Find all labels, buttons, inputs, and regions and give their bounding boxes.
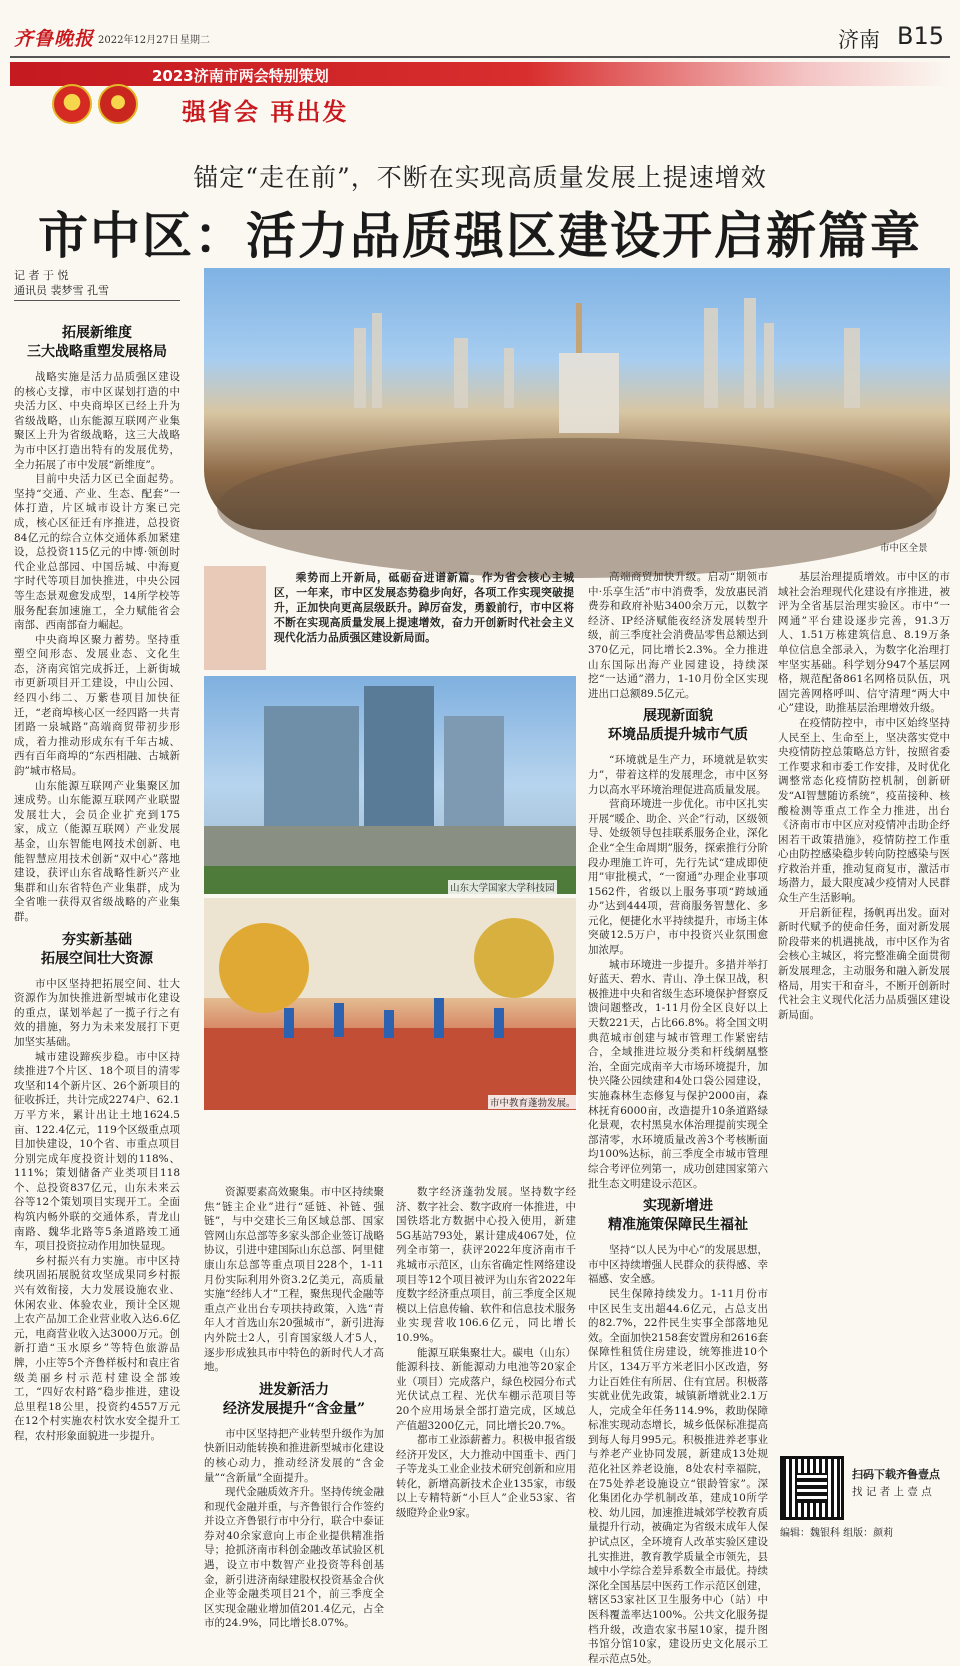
- paragraph: 高端商贸加快升级。启动“期领市中·乐享生活”市中消费季，发放惠民消费券和政府补贴3400余万元，以数字经济、IP经济赋能夜经济发展转型升级，前三季度社会消费品零售总额达到370亿元，同比增长2.3%。全力推进山东国际出海产业园建设，持续深挖“一达通”潜力，1-10月份全区实现进出口总额89.5亿元。: [588, 571, 768, 700]
- section-heading-welfare: 实现新增进 精准施策保障民生福祉: [608, 1198, 748, 1234]
- byline-correspondents: 通讯员 裴梦雪 孔雪: [14, 284, 109, 297]
- masthead: [10, 20, 950, 58]
- paragraph: 坚持“以人民为中心”的发展思想，市中区持续增强人民群众的获得感、幸福感、安全感。: [588, 1244, 768, 1286]
- column-4: [588, 570, 768, 1665]
- paragraph: 市中区坚持把拓展空间、壮大资源作为加快推进新型城市化建设的重点，谋划举起了一揽子行之有效的措施，努力为未来发展打下更加坚实基础。: [14, 977, 180, 1048]
- national-emblem-icon: ★: [52, 84, 92, 124]
- tech-park-photo: [204, 676, 576, 894]
- paragraph: 城市建设蹄疾步稳。市中区持续推进7个片区、18个项目的清零攻坚和14个新片区、26个新项目的征收拆迁，共计完成2274户、62.1万平方米，累计出让土地1624.5亩、122.4亿元，119个区级重点项目加快建设，10个省、市重点项目分别完成年度投资计划的118%、111%；策划储备产业类项目118个、总投资837亿元，山东未来云谷等12个策划项目实现开工。全面构筑内畅外联的交通体系，青龙山南路、魏华北路等5条道路竣工通车，项目投资拉动作用加快显现。: [14, 1050, 180, 1253]
- paragraph: 能源互联集聚壮大。碳电（山东）能源科技、新能源动力电池等20家企业（项目）完成落户，绿色校园分布式光伏试点工程、光伏车棚示范项目等20个应用场景全部打造完成，区域总产值超3200亿元，同比增长20.7%。: [396, 1346, 576, 1432]
- paragraph: 民生保障持续发力。1-11月份市中区民生支出超44.6亿元，占总支出的82.7%，22件民生实事全部落地见效。全面加快2158套安置房和2616套保障性租赁住房建设，统筹推进10个片区，134万平方米老旧小区改造，努力让百姓住有所居、住有宜居。积极落实就业优先政策，城镇新增就业2.1万人，完成全年任务114.9%，救助保障标准实现动态增长，城乡低保标准提高到每人每月995元。积极推进养老事业与养老产业协同发展，新建成13处规范化社区养老设施，8处农村幸福院，在75处养老设施设立“银龄管家”。深化集团化办学机制改革，建成10所学校、幼儿园，加速推进城郊学校教育质量提升行动，被确定为省级末成年人保护试点区，全环境育人改革实验区建设扎实推进，教育教学质量全市领先，县域中小学综合差异系数全市最优。持续深化全国基层中医药工作示范区创建，辖区53家社区卫生服务中心（站）中医科覆盖率达100%。公共文化服务提档升级，改造农家书屋10家，提升图书馆分馆10家，建设历史文化展示工程示范点5处。: [588, 1287, 768, 1665]
- byline-divider: [14, 300, 180, 301]
- paragraph: 战略实施是活力品质强区建设的核心支撑，市中区谋划打造的中央活力区、中央商埠区已经上升为省级战略，山东能源互联网产业集聚区上升为省级战略，这三大战略为市中区打造出特有的发展优势，全力拓展了市中发展“新维度”。: [14, 371, 180, 471]
- paragraph: 营商环境进一步优化。市中区扎实开展“暖企、助企、兴企”行动，区级领导、处级领导包挂联系服务企业，深化企业“全生命周期”服务，探索推行分阶段办理施工许可，先行先试“建成即使用”审批模式，“一窗通”办理企业事项1562件，省级以上服务事项“跨域通办”达到444项，营商服务智慧化、多元化，便捷化水平持续提升，市场主体突破12.5万户，市中投资兴业氛围愈加浓厚。: [588, 798, 768, 957]
- newspaper-logo: 齐鲁晚报: [14, 28, 95, 50]
- qr-text-download: 扫码下载齐鲁壹点: [852, 1468, 940, 1481]
- paragraph: 城市环境进一步提升。多措并举打好蓝天、碧水、青山、净土保卫战，积极推进中央和省级生态环境保护督察反馈问题整改，1-11月份全区良好以上天数221天，占比66.8%。将全国文明典范城市创建与城市管理工作紧密结合，全域推进垃圾分类和杆线網凰整治，全面完成南辛大市场环境提升，加快兴隆公园续建和4处口袋公园建设，实施森林生态修复与保护2000亩，森林抚育6000亩，改造提升10条道路绿化景观，农村黑臭水体治理提前实现全部清零，水环境质量改善3个考核断面均100%达标，前三季度全市城市管理综合考评位列第一，成功创建国家第六批生态文明建设示范区。: [588, 958, 768, 1190]
- section-heading-expand: 拓展新维度 三大战略重塑发展格局: [27, 325, 167, 360]
- special-title: 2023济南市两会特别策划: [152, 67, 329, 85]
- paragraph: 资源要素高效聚集。市中区持续聚焦“链主企业”进行“延链、补链、强链”，与中交建长三角区域总部、国家管网山东总部等多家头部企业签订战略协议，引进中建国际山东总部、阿里健康山东总部等重点项目228个，1-11月份实际利用外资3.2亿美元，高质量实施“经纬人才”工程，聚焦现代金融等重点产业出台专项扶持政策，入选“青年人才首选山东20强城市”，新引进海内外院士2人，引育国家级人才5人，逐步形成独具市中特色的新时代人才高地。: [204, 1186, 384, 1374]
- paragraph: 都市工业添薪蓄力。积极申报省级经济开发区，大力推动中国重卡、西门子等龙头工业企业技术研究创新和应用转化，新增高新技术企业135家，市级以上专精特新“小巨人”企业53家、省级瞪羚企业9家。: [396, 1434, 576, 1520]
- panorama-photo: [204, 268, 950, 530]
- paragraph: 数字经济蓬勃发展。坚持数字经济、数字社会、数字政府一体推进，中国铁塔北方数据中心投入使用，新建5G基站793处，累计建成4067处，位列全市第一，获评2022年度济南市千兆城市示范区，山东省确定性网络建设项目等12个项目被评为山东省2022年度数字经济重点项目，前三季度全区规模以上信息传输、软件和信息技术服务业实现营收106.6亿元，同比增长10.9%。: [396, 1186, 576, 1344]
- caption-education: 市中教育蓬勃发展。: [488, 1095, 578, 1109]
- column-5: [778, 570, 950, 1455]
- education-photo: [204, 898, 576, 1110]
- byline-reporter: 记 者 于 悦: [14, 269, 69, 282]
- education-scene: [204, 898, 576, 1110]
- qr-text-reporter: 找 记 者 上 壹 点: [852, 1486, 932, 1498]
- column-1: [14, 318, 180, 1540]
- paragraph: 乡村振兴有力实施。市中区持续巩固拓展脱贫攻坚成果同乡村振兴有效衔接，大力发展设施农业、休闲农业、体验农业，预计全区规上农产品加工企业营业收入达6.6亿元，电商营业收入达3000万元。创新打造“玉水原乡”等特色旅游品牌，小庄等5个齐鲁样板村和袁庄省级美丽乡村示范村建设全部竣工，“四好农村路”稳步推进，建设总里程18公里，投资约4557万元在12个村实施农村饮水安全提升工程，农村形象面貌进一步提升。: [14, 1254, 180, 1442]
- editor-credit: 编辑：魏银科 组版：颜莉: [780, 1528, 894, 1539]
- lead-decoration: [204, 566, 266, 670]
- caption-tech-park: 山东大学国家大学科技园: [448, 880, 557, 894]
- tech-park-buildings: [204, 676, 576, 894]
- paragraph: 现代金融质效齐升。坚持传统金融和现代金融并重，与齐鲁银行合作签约并设立齐鲁银行市中分行，联合中泰证券对40余家意向上市企业提供精准指导；抢抓济南市科创金融改革试验区机遇，设立市中数智产业投资等科创基金，新引进济南绿建股权投资基金合伙企业等金融类项目21个，前三季度全区实现金融业增加值201.4亿元，占全市的24.9%，同比增长8.07%。: [204, 1486, 384, 1630]
- qr-code-icon[interactable]: [780, 1456, 844, 1520]
- article-subhead: 锚定“走在前”，不断在实现高质量发展上提速增效: [193, 163, 767, 192]
- paragraph: 中央商埠区聚力蓄势。坚持重塑空间形态、发展业态、文化生态，济南宾馆完成拆迁，上新街城市更新项目开工建设，中山公园、经四小纬二、万紫巷项目加快征迁，“老商埠核心区一经四路一共青团路一泉城路”高端商贸带初步形成，着力推动形成东有千年古城、西有百年商埠的“东西相融、古城新韵”城市格局。: [14, 633, 180, 778]
- paragraph: 山东能源互联网产业集聚区加速成势。山东能源互联网产业联盟发展壮大，会员企业扩充到175家，成立（能源互联网）产业发展基金，山东智能电网技术创新、电能智慧应用技术创新“双中心”落地建设，获评山东省战略性新兴产业集群和山东省特色产业集群，成为全省唯一获得双省级战略的产业集群。: [14, 779, 180, 923]
- paragraph: 市中区坚持把产业转型升级作为加快新旧动能转换和推进新型城市化建设的核心动力，推动经济发展的“含金量”“含新量”全面提升。: [204, 1427, 384, 1484]
- special-banner: [10, 62, 950, 86]
- paragraph: 目前中央活力区已全面起势。坚持“交通、产业、生态、配套”一体打造，片区城市设计方案已完成，核心区征迁有序推进，总投资84亿元的综合立体交通体系加紧建设，总投资115亿元的中博·领创时代企业总部园、中国岳城、中海夏宇时代等项目加快推进，中央公园等生态景观愈发成型，14所学校等服务配套加速施工，全力赋能省会南部、西南部奋力崛起。: [14, 473, 180, 632]
- section-city: 济南: [838, 28, 880, 52]
- caption-panorama: 市中区全景: [880, 543, 928, 554]
- section-heading-foundation: 夯实新基础 拓展空间壮大资源: [41, 931, 153, 967]
- issue-date: 2022年12月27日: [98, 35, 179, 46]
- paragraph: 基层治理提质增效。市中区的市域社会治理现代化建设有序推进，被评为全省基层治理实验区。市中“一网通”平台建设逐步完善，91.3万人、1.51万栋建筑信息、8.19万条单位信息全部录入，为数字化治理打牢坚实基础。科学划分947个基层网格，规范配备861名网格员队伍，巩固完善网格呼叫、信守清理“两大中心”建设，助推基层治理增效升级。: [778, 571, 950, 715]
- section-heading-vitality: 进发新活力 经济发展提升“含金量”: [222, 1381, 366, 1417]
- article-lead: 乘势而上开新局，砥砺奋进谱新篇。作为省会核心主城区，一年来，市中区发展态势稳步向好，各项工作实现突破提升，正加快向更高层级跃升。踔厉奋发，勇毅前行，市中区将不断在实现高质量发展上提速增效，奋力开创新时代社会主义现代化活力品质强区建设新局面。: [274, 571, 574, 644]
- panorama-skyline: [204, 268, 950, 530]
- byline: [14, 268, 180, 298]
- paragraph: 开启新征程，扬帆再出发。面对新时代赋予的使命任务，面对新发展阶段带来的机遇挑战，市中区作为省会核心主城区，将完整准确全面贯彻新发展理念，主动服务和融入新发展格局，用实干和奋斗，不断开创新时代社会主义现代化活力品质强区建设新局面。: [778, 906, 950, 1021]
- page-number: B15: [896, 22, 944, 50]
- paragraph: 在疫情防控中，市中区始终坚持人民至上、生命至上，坚决落实党中央疫情防控总策略总方针，按照省委工作要求和市委工作安排，及时优化调整常态化疫情防控机制，创新研发“AI智慧随访系统”，疫苗接种、核酸检测等重点工作全力推进，出台《济南市市中区应对疫情冲击助企纾困若干政策措施》，疫情防控工作重心由防控感染稳步转向防控感染与医疗救治并重，推动复商复市，激活市场潜力，最大限度减少疫情对人民群众生产生活影响。: [778, 716, 950, 905]
- column-3: [396, 1185, 576, 1540]
- issue-weekday: 星期二: [180, 35, 210, 46]
- qr-block: [778, 1456, 950, 1540]
- section-heading-environment: 展现新面貌 环境品质提升城市气质: [608, 708, 748, 744]
- special-slogan: 强省会 再出发: [182, 97, 349, 126]
- emblems: [52, 84, 152, 128]
- column-2: [204, 1185, 384, 1630]
- article-headline: 市中区：活力品质强区建设开启新篇章: [38, 206, 922, 265]
- paragraph: “环境就是生产力，环境就是软实力”，带着这样的发展理念，市中区努力以高水平环境治理促进高质量发展。: [588, 754, 768, 796]
- cppcc-emblem-icon: ★: [98, 84, 138, 124]
